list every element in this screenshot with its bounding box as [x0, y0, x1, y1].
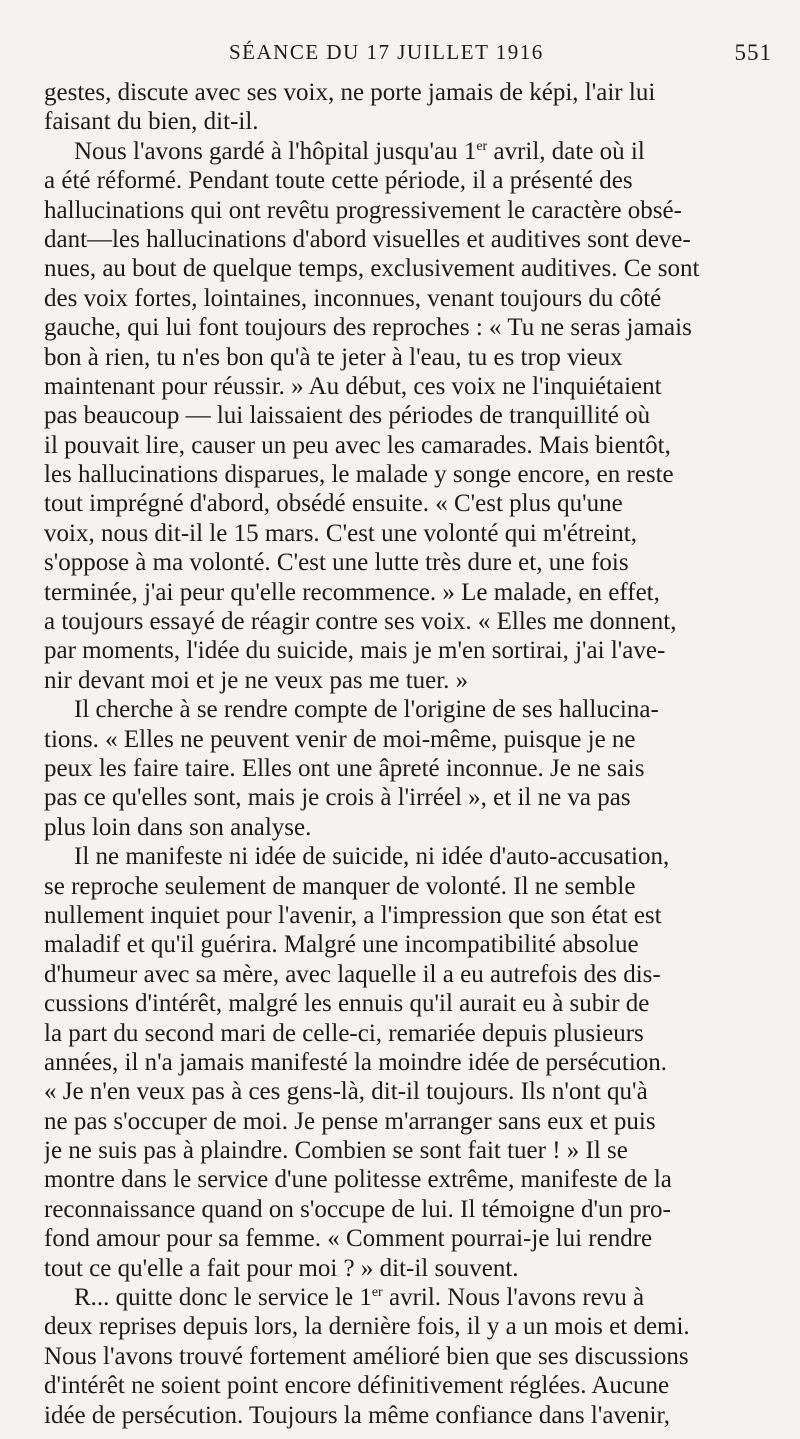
- text-line: les hallucinations disparues, le malade y songe encore, en reste: [44, 461, 674, 489]
- text-line: ne pas s'occuper de moi. Je pense m'arranger sans eux et puis: [44, 1107, 656, 1135]
- text-line: Nous l'avons gardé à l'hôpital jusqu'au 1er avril, date où il: [74, 137, 645, 165]
- paragraph-2: [44, 137, 758, 695]
- text-line: années, il n'a jamais manifesté la moindre idée de persécution.: [44, 1048, 668, 1076]
- page-number: 551: [734, 40, 772, 65]
- text-line: fond amour pour sa femme. « Comment pourrai-je lui rendre: [44, 1225, 653, 1253]
- text-line: reconnaissance quand on s'occupe de lui. Il témoigne d'un pro-: [44, 1195, 671, 1223]
- text-line: nues, au bout de quelque temps, exclusivement auditives. Ce sont: [44, 255, 700, 283]
- text-line: Il ne manifeste ni idée de suicide, ni idée d'auto-accusation,: [74, 843, 670, 871]
- text-line: il pouvait lire, causer un peu avec les camarades. Mais bientôt,: [44, 431, 671, 459]
- text-line: gauche, qui lui font toujours des reproches : « Tu ne seras jamais: [44, 314, 692, 342]
- text-line: la part du second mari de celle-ci, remariée depuis plusieurs: [44, 1019, 644, 1047]
- text-line: je ne suis pas à plaindre. Combien se sont fait tuer ! » Il se: [44, 1137, 628, 1165]
- text-line: maladif et qu'il guérira. Malgré une incompatibilité absolue: [44, 931, 639, 959]
- text-line: dant—les hallucinations d'abord visuelles et auditives sont deve-: [44, 225, 691, 253]
- text-line: tout ce qu'elle a fait pour moi ? » dit-il souvent.: [44, 1254, 519, 1282]
- text-line: d'humeur avec sa mère, avec laquelle il a eu autrefois des dis-: [44, 960, 661, 988]
- paragraph-4: [44, 842, 758, 1283]
- text-line: « Je n'en veux pas à ces gens-là, dit-il toujours. Ils n'ont qu'à: [44, 1078, 648, 1106]
- text-line: faisant du bien, dit-il.: [44, 108, 259, 136]
- text-line: bon à rien, tu n'es bon qu'à te jeter à l'eau, tu es trop vieux: [44, 343, 623, 371]
- text-line: se reproche seulement de manquer de volonté. Il ne semble: [44, 872, 636, 900]
- text-line: a été réformé. Pendant toute cette période, il a présenté des: [44, 167, 633, 195]
- text-line: maintenant pour réussir. » Au début, ces voix ne l'inquiétaient: [44, 372, 662, 400]
- text-line: pas beaucoup — lui laissaient des périodes de tranquillité où: [44, 402, 651, 430]
- running-title: SÉANCE DU 17 JUILLET 1916: [229, 40, 544, 64]
- text-line: des voix fortes, lointaines, inconnues, venant toujours du côté: [44, 284, 662, 312]
- text-line: peux les faire taire. Elles ont une âpreté inconnue. Je ne sais: [44, 754, 645, 782]
- text-line: nir devant moi et je ne veux pas me tuer. »: [44, 666, 469, 694]
- text-line: nullement inquiet pour l'avenir, a l'impression que son état est: [44, 901, 662, 929]
- text-line: Il cherche à se rendre compte de l'origine de ses hallucina-: [74, 696, 659, 724]
- text-line: Nous l'avons trouvé fortement amélioré bien que ses discussions: [44, 1342, 689, 1370]
- text-line: gestes, discute avec ses voix, ne porte jamais de képi, l'air lui: [44, 79, 656, 106]
- text-line: a toujours essayé de réagir contre ses voix. « Elles me donnent,: [44, 608, 677, 636]
- paragraph-3: [44, 695, 758, 842]
- paragraph-1-continued: [44, 78, 758, 137]
- text-line: cussions d'intérêt, malgré les ennuis qu'il aurait eu à subir de: [44, 990, 650, 1018]
- text-line: d'intérêt ne soient point encore définitivement réglées. Aucune: [44, 1372, 670, 1400]
- body-text: [44, 78, 758, 1430]
- text-line: idée de persécution. Toujours la même confiance dans l'avenir,: [44, 1401, 671, 1429]
- paragraph-5: [44, 1283, 758, 1430]
- text-line: par moments, l'idée du suicide, mais je m'en sortirai, j'ai l'ave-: [44, 637, 666, 665]
- text-line: tout imprégné d'abord, obsédé ensuite. « C'est plus qu'une: [44, 490, 623, 518]
- text-line: montre dans le service d'une politesse extrême, manifeste de la: [44, 1166, 672, 1194]
- text-line: terminée, j'ai peur qu'elle recommence. » Le malade, en effet,: [44, 578, 660, 606]
- running-head: [44, 40, 772, 70]
- text-line: s'oppose à ma volonté. C'est une lutte très dure et, une fois: [44, 549, 629, 577]
- text-line: tions. « Elles ne peuvent venir de moi-même, puisque je ne: [44, 725, 636, 753]
- text-line: pas ce qu'elles sont, mais je crois à l'irréel », et il ne va pas: [44, 784, 631, 812]
- text-line: hallucinations qui ont revêtu progressivement le caractère obsé-: [44, 196, 682, 224]
- text-line: plus loin dans son analyse.: [44, 813, 312, 841]
- text-line: deux reprises depuis lors, la dernière fois, il y a un mois et demi.: [44, 1313, 690, 1341]
- text-line: voix, nous dit-il le 15 mars. C'est une volonté qui m'étreint,: [44, 519, 637, 547]
- text-line: R... quitte donc le service le 1er avril. Nous l'avons revu à: [74, 1284, 645, 1312]
